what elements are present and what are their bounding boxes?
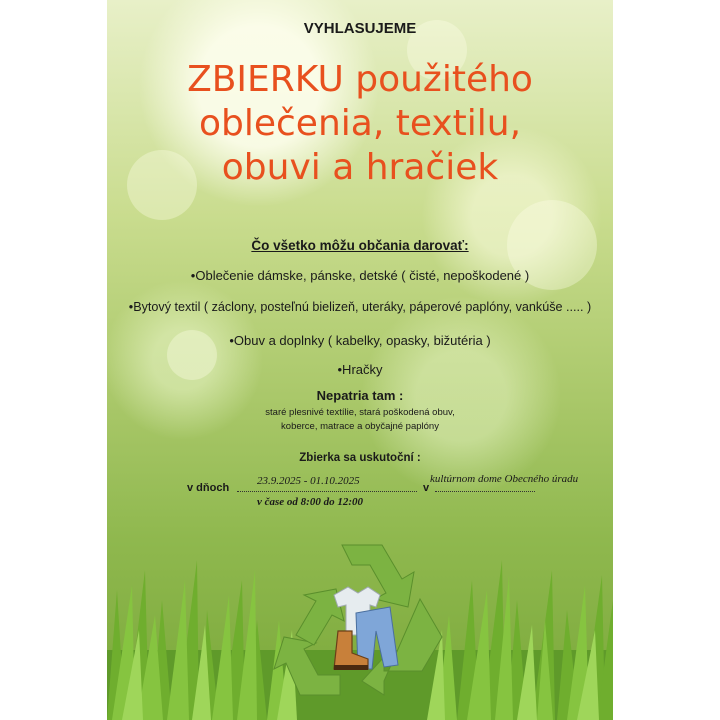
event-title: Zbierka sa uskutoční : [299,452,421,464]
donate-item-shoes: •Obuv a doplnky ( kabelky, opasky, bižutéria ) [229,333,491,348]
dates-underline [237,491,417,492]
recycle-icon [272,535,452,705]
headline [107,58,613,190]
not-allowed-title: Nepatria tam : [316,388,404,403]
donate-title: Čo všetko môžu občania darovať: [251,238,469,253]
not-allowed-line-1: staré plesnivé textílie, stará poškodená obuv, [265,407,455,418]
donate-item-toys: •Hračky [337,362,383,377]
announcement-label: VYHLASUJEME [303,20,417,37]
place-underline [435,491,535,492]
headline-line-3: obuvi a hračiek [221,147,499,188]
place-label: v [423,482,430,494]
event-time: v čase od 8:00 do 12:00 [257,496,364,508]
donate-item-clothing: •Oblečenie dámske, pánske, detské ( čisté, nepoškodené ) [190,268,530,283]
headline-line-1: ZBIERKU použitého [187,59,533,100]
event-dates: 23.9.2025 - 01.10.2025 [257,475,360,487]
poster [107,0,613,720]
headline-line-2: oblečenia, textilu, [198,103,522,144]
not-allowed-text [107,406,613,434]
event-place: kultúrnom dome Obecného úradu [430,473,579,485]
not-allowed-line-2: koberce, matrace a obyčajné paplóny [281,421,439,432]
donate-item-textile: •Bytový textil ( záclony, posteľnú bielizeň, uteráky, páperové paplóny, vankúše ..... ) [128,300,592,314]
days-label: v dňoch [187,482,230,494]
